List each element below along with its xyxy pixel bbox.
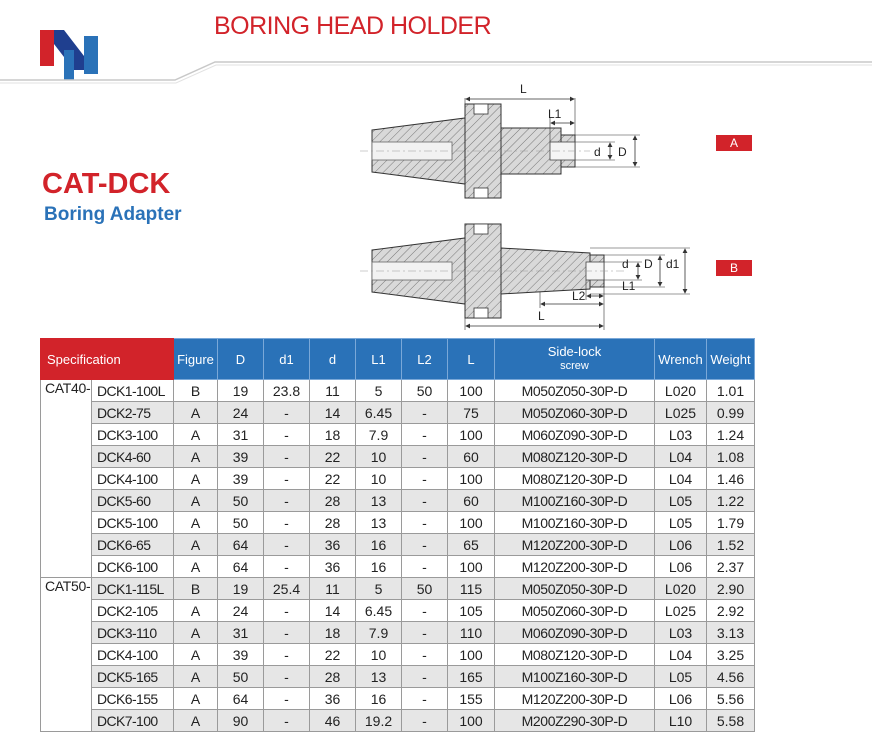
cell-l: 100 xyxy=(448,468,495,490)
dim-label-D: D xyxy=(618,145,627,159)
figure-a-badge: A xyxy=(716,135,752,151)
cell-figure: A xyxy=(174,666,218,688)
cell-l2: - xyxy=(402,512,448,534)
cell-wrench: L04 xyxy=(655,468,707,490)
table-body xyxy=(41,380,755,732)
cell-figure: B xyxy=(174,380,218,402)
cell-weight: 1.22 xyxy=(707,490,755,512)
table-row xyxy=(41,710,755,732)
col-header-screw-line2: screw xyxy=(560,360,589,372)
cell-l: 110 xyxy=(448,622,495,644)
cell-weight: 2.37 xyxy=(707,556,755,578)
cell-figure: A xyxy=(174,534,218,556)
cell-figure: A xyxy=(174,446,218,468)
dim-label-d1: d1 xyxy=(666,257,680,271)
cell-wrench: L05 xyxy=(655,490,707,512)
col-header-L1: L1 xyxy=(356,339,402,380)
cell-d: 22 xyxy=(310,644,356,666)
cell-l2: - xyxy=(402,622,448,644)
cell-l: 100 xyxy=(448,512,495,534)
cell-d1: - xyxy=(264,402,310,424)
cell-weight: 3.25 xyxy=(707,644,755,666)
cell-l2: - xyxy=(402,600,448,622)
cell-model: DCK5-100 xyxy=(92,512,174,534)
cell-l2: - xyxy=(402,688,448,710)
col-header-d1: d1 xyxy=(264,339,310,380)
cell-figure: A xyxy=(174,622,218,644)
col-header-wrench: Wrench xyxy=(655,339,707,380)
cell-figure: A xyxy=(174,600,218,622)
table-row xyxy=(41,468,755,490)
cell-l1: 6.45 xyxy=(356,402,402,424)
cell-d1: - xyxy=(264,600,310,622)
cell-d: 90 xyxy=(218,710,264,732)
cell-l2: - xyxy=(402,468,448,490)
table-row xyxy=(41,556,755,578)
col-header-D: D xyxy=(218,339,264,380)
cell-figure: A xyxy=(174,556,218,578)
cell-l2: - xyxy=(402,666,448,688)
col-header-side-lock-screw xyxy=(495,339,655,380)
cell-series-group: CAT40- xyxy=(41,380,92,578)
cell-l1: 5 xyxy=(356,380,402,402)
cell-l: 100 xyxy=(448,380,495,402)
cell-d: 50 xyxy=(218,490,264,512)
cell-l2: 50 xyxy=(402,578,448,600)
cell-l1: 13 xyxy=(356,490,402,512)
cell-l: 165 xyxy=(448,666,495,688)
col-header-L: L xyxy=(448,339,495,380)
cell-figure: B xyxy=(174,578,218,600)
cell-screw: M050Z050-30P-D xyxy=(495,380,655,402)
dim-label-L2: L2 xyxy=(572,289,586,303)
dim-label-L: L xyxy=(520,82,527,96)
cell-l1: 16 xyxy=(356,534,402,556)
cell-d: 28 xyxy=(310,512,356,534)
cell-screw: M050Z060-30P-D xyxy=(495,600,655,622)
cell-model: DCK1-115L xyxy=(92,578,174,600)
cell-d: 19 xyxy=(218,578,264,600)
cell-d: 36 xyxy=(310,688,356,710)
cell-wrench: L025 xyxy=(655,600,707,622)
cell-l2: - xyxy=(402,534,448,556)
cell-model: DCK3-100 xyxy=(92,424,174,446)
cell-screw: M200Z290-30P-D xyxy=(495,710,655,732)
cell-d: 39 xyxy=(218,468,264,490)
cell-d: 18 xyxy=(310,424,356,446)
table-row xyxy=(41,402,755,424)
cell-figure: A xyxy=(174,512,218,534)
cell-d: 46 xyxy=(310,710,356,732)
cell-screw: M100Z160-30P-D xyxy=(495,666,655,688)
cell-d: 11 xyxy=(310,380,356,402)
cell-d: 14 xyxy=(310,402,356,424)
cell-d1: 23.8 xyxy=(264,380,310,402)
cell-weight: 1.46 xyxy=(707,468,755,490)
table-row xyxy=(41,622,755,644)
cell-d: 31 xyxy=(218,424,264,446)
cell-weight: 5.56 xyxy=(707,688,755,710)
cell-d1: - xyxy=(264,556,310,578)
cell-screw: M120Z200-30P-D xyxy=(495,688,655,710)
table-row xyxy=(41,578,755,600)
table-row xyxy=(41,424,755,446)
cell-l1: 19.2 xyxy=(356,710,402,732)
cell-wrench: L020 xyxy=(655,380,707,402)
cell-model: DCK6-155 xyxy=(92,688,174,710)
cell-wrench: L05 xyxy=(655,512,707,534)
cell-model: DCK5-165 xyxy=(92,666,174,688)
cell-l: 60 xyxy=(448,490,495,512)
table-header-row xyxy=(41,339,755,380)
cell-wrench: L04 xyxy=(655,446,707,468)
cell-l1: 10 xyxy=(356,468,402,490)
cell-d: 36 xyxy=(310,534,356,556)
cell-wrench: L04 xyxy=(655,644,707,666)
cell-l2: - xyxy=(402,424,448,446)
cell-d1: - xyxy=(264,622,310,644)
cell-weight: 2.90 xyxy=(707,578,755,600)
cell-model: DCK6-100 xyxy=(92,556,174,578)
product-name: Boring Adapter xyxy=(44,204,182,225)
cell-wrench: L03 xyxy=(655,424,707,446)
cell-l1: 10 xyxy=(356,446,402,468)
cell-d: 64 xyxy=(218,688,264,710)
cell-d1: - xyxy=(264,666,310,688)
cell-d: 64 xyxy=(218,556,264,578)
cell-d: 31 xyxy=(218,622,264,644)
cell-l: 100 xyxy=(448,556,495,578)
cell-l: 60 xyxy=(448,446,495,468)
cell-model: DCK2-75 xyxy=(92,402,174,424)
cell-l1: 16 xyxy=(356,556,402,578)
header-title: BORING HEAD HOLDER xyxy=(214,12,492,40)
cell-series-group: CAT50- xyxy=(41,578,92,732)
cell-l1: 13 xyxy=(356,512,402,534)
cell-screw: M050Z060-30P-D xyxy=(495,402,655,424)
cell-screw: M080Z120-30P-D xyxy=(495,446,655,468)
dim-label-d: d xyxy=(594,145,601,159)
cell-d1: - xyxy=(264,424,310,446)
cell-d1: - xyxy=(264,710,310,732)
cell-d: 28 xyxy=(310,666,356,688)
dim-label-L1-b: L1 xyxy=(622,279,636,293)
cell-l1: 7.9 xyxy=(356,622,402,644)
figure-b-badge: B xyxy=(716,260,752,276)
cell-d: 22 xyxy=(310,446,356,468)
cell-l2: - xyxy=(402,490,448,512)
cell-weight: 2.92 xyxy=(707,600,755,622)
cell-figure: A xyxy=(174,468,218,490)
technical-drawing xyxy=(350,78,770,338)
cell-d1: - xyxy=(264,534,310,556)
cell-screw: M120Z200-30P-D xyxy=(495,556,655,578)
cell-figure: A xyxy=(174,644,218,666)
cell-l1: 6.45 xyxy=(356,600,402,622)
col-header-d: d xyxy=(310,339,356,380)
cell-model: DCK5-60 xyxy=(92,490,174,512)
cell-l: 75 xyxy=(448,402,495,424)
cell-model: DCK1-100L xyxy=(92,380,174,402)
cell-model: DCK2-105 xyxy=(92,600,174,622)
table-row xyxy=(41,446,755,468)
cell-d1: - xyxy=(264,512,310,534)
cell-d1: - xyxy=(264,468,310,490)
cell-l2: - xyxy=(402,402,448,424)
col-header-L2: L2 xyxy=(402,339,448,380)
cell-d: 24 xyxy=(218,600,264,622)
cell-screw: M100Z160-30P-D xyxy=(495,490,655,512)
dim-label-L-b: L xyxy=(538,309,545,323)
dim-label-D-b: D xyxy=(644,257,653,271)
cell-l1: 7.9 xyxy=(356,424,402,446)
col-header-specification: Specification xyxy=(41,339,174,380)
table-row xyxy=(41,534,755,556)
cell-wrench: L020 xyxy=(655,578,707,600)
cell-model: DCK7-100 xyxy=(92,710,174,732)
cell-d1: - xyxy=(264,644,310,666)
table-row xyxy=(41,490,755,512)
cell-weight: 1.79 xyxy=(707,512,755,534)
cell-weight: 5.58 xyxy=(707,710,755,732)
cell-figure: A xyxy=(174,490,218,512)
cell-d: 22 xyxy=(310,468,356,490)
cell-l2: - xyxy=(402,446,448,468)
cell-wrench: L10 xyxy=(655,710,707,732)
cell-screw: M080Z120-30P-D xyxy=(495,644,655,666)
cell-d1: - xyxy=(264,490,310,512)
cell-screw: M120Z200-30P-D xyxy=(495,534,655,556)
table-row xyxy=(41,380,755,402)
cell-wrench: L025 xyxy=(655,402,707,424)
table-row xyxy=(41,600,755,622)
cell-weight: 1.08 xyxy=(707,446,755,468)
product-code: CAT-DCK xyxy=(42,168,171,200)
cell-model: DCK3-110 xyxy=(92,622,174,644)
cell-weight: 1.24 xyxy=(707,424,755,446)
cell-l1: 16 xyxy=(356,688,402,710)
cell-l1: 10 xyxy=(356,644,402,666)
cell-screw: M100Z160-30P-D xyxy=(495,512,655,534)
cell-figure: A xyxy=(174,688,218,710)
cell-wrench: L03 xyxy=(655,622,707,644)
cell-weight: 1.01 xyxy=(707,380,755,402)
table-row xyxy=(41,644,755,666)
cell-d: 64 xyxy=(218,534,264,556)
cell-model: DCK6-65 xyxy=(92,534,174,556)
cell-model: DCK4-100 xyxy=(92,644,174,666)
cell-d: 19 xyxy=(218,380,264,402)
cell-screw: M060Z090-30P-D xyxy=(495,622,655,644)
cell-wrench: L05 xyxy=(655,666,707,688)
col-header-screw-line1: Side-lock xyxy=(547,344,602,359)
col-header-figure: Figure xyxy=(174,339,218,380)
cell-d: 50 xyxy=(218,512,264,534)
cell-figure: A xyxy=(174,402,218,424)
cell-d: 18 xyxy=(310,622,356,644)
cell-wrench: L06 xyxy=(655,534,707,556)
cell-d: 50 xyxy=(218,666,264,688)
cell-l1: 13 xyxy=(356,666,402,688)
cell-weight: 4.56 xyxy=(707,666,755,688)
cell-wrench: L06 xyxy=(655,688,707,710)
cell-weight: 1.52 xyxy=(707,534,755,556)
cell-l: 100 xyxy=(448,644,495,666)
cell-d: 24 xyxy=(218,402,264,424)
cell-screw: M060Z090-30P-D xyxy=(495,424,655,446)
specification-table xyxy=(40,338,755,732)
cell-l2: - xyxy=(402,710,448,732)
dim-label-L1: L1 xyxy=(548,107,562,121)
cell-d: 39 xyxy=(218,644,264,666)
cell-d1: - xyxy=(264,446,310,468)
cell-l: 100 xyxy=(448,710,495,732)
cell-d: 14 xyxy=(310,600,356,622)
cell-d: 36 xyxy=(310,556,356,578)
cell-l2: - xyxy=(402,556,448,578)
cell-l: 65 xyxy=(448,534,495,556)
cell-l: 105 xyxy=(448,600,495,622)
cell-l: 155 xyxy=(448,688,495,710)
cell-d1: 25.4 xyxy=(264,578,310,600)
cell-weight: 3.13 xyxy=(707,622,755,644)
table-row xyxy=(41,666,755,688)
cell-l: 115 xyxy=(448,578,495,600)
cell-d: 11 xyxy=(310,578,356,600)
table-row xyxy=(41,688,755,710)
cell-l1: 5 xyxy=(356,578,402,600)
cell-screw: M080Z120-30P-D xyxy=(495,468,655,490)
cell-l2: 50 xyxy=(402,380,448,402)
cell-l: 100 xyxy=(448,424,495,446)
cell-figure: A xyxy=(174,710,218,732)
cell-model: DCK4-60 xyxy=(92,446,174,468)
cell-l2: - xyxy=(402,644,448,666)
cell-model: DCK4-100 xyxy=(92,468,174,490)
cell-wrench: L06 xyxy=(655,556,707,578)
cell-d: 39 xyxy=(218,446,264,468)
dim-label-d-b: d xyxy=(622,257,629,271)
cell-d1: - xyxy=(264,688,310,710)
col-header-weight: Weight xyxy=(707,339,755,380)
cell-figure: A xyxy=(174,424,218,446)
figure-b-holder xyxy=(360,224,690,330)
cell-d: 28 xyxy=(310,490,356,512)
cell-screw: M050Z050-30P-D xyxy=(495,578,655,600)
cell-weight: 0.99 xyxy=(707,402,755,424)
table-row xyxy=(41,512,755,534)
